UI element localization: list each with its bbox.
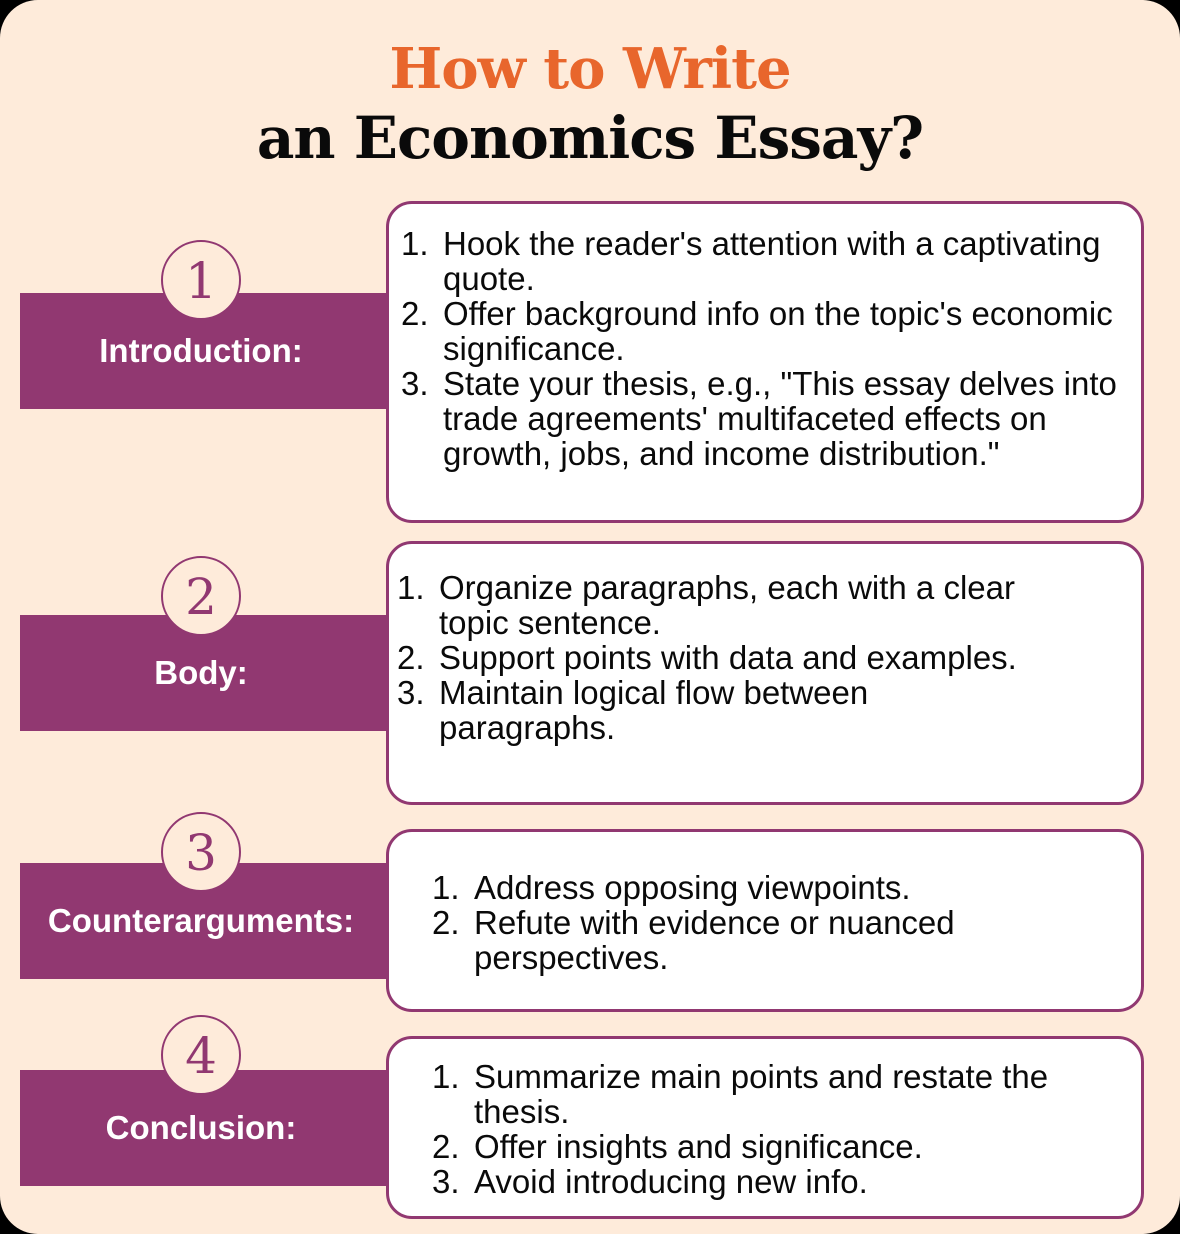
step-number-badge: 2 xyxy=(161,556,241,636)
list-item: 1. Hook the reader's attention with a captivating quote. xyxy=(401,225,1101,297)
list-item: 2. Support points with data and examples. xyxy=(397,639,1017,676)
section-label: Counterarguments: xyxy=(47,902,355,939)
section-label: Introduction: xyxy=(99,332,303,369)
step-list xyxy=(432,1059,1072,1199)
step-number-badge: 4 xyxy=(161,1015,241,1095)
step-number-badge: 1 xyxy=(161,240,241,320)
list-item: 3. State your thesis, e.g., "This essay delves into trade agreements' multifaceted effects on growth, jobs, and income distribution." xyxy=(401,365,1117,472)
list-item: 3. Avoid introducing new info. xyxy=(432,1163,868,1200)
section-label: Body: xyxy=(154,654,248,691)
step-list xyxy=(401,226,1141,471)
list-item: 2. Offer insights and significance. xyxy=(432,1128,923,1165)
title-line-1: How to Write xyxy=(389,36,791,102)
list-item: 1. Summarize main points and restate the thesis. xyxy=(432,1058,1049,1130)
section-content-box xyxy=(386,541,1144,805)
step-number-badge: 3 xyxy=(161,812,241,892)
list-item: 1. Address opposing viewpoints. xyxy=(432,869,911,906)
list-item: 2. Refute with evidence or nuanced perspectives. xyxy=(432,904,955,976)
list-item: 3. Maintain logical flow between paragraphs. xyxy=(397,674,869,746)
title-line-2: an Economics Essay? xyxy=(256,104,924,172)
list-item: 1. Organize paragraphs, each with a clear topic sentence. xyxy=(397,569,1015,641)
section-content-box xyxy=(386,829,1144,1012)
step-list xyxy=(432,870,1072,975)
section-label: Conclusion: xyxy=(105,1109,297,1146)
step-list xyxy=(397,570,1017,745)
section-content-box xyxy=(386,1036,1144,1219)
list-item: 2. Offer background info on the topic's economic significance. xyxy=(401,295,1113,367)
section-content-box xyxy=(386,201,1144,523)
